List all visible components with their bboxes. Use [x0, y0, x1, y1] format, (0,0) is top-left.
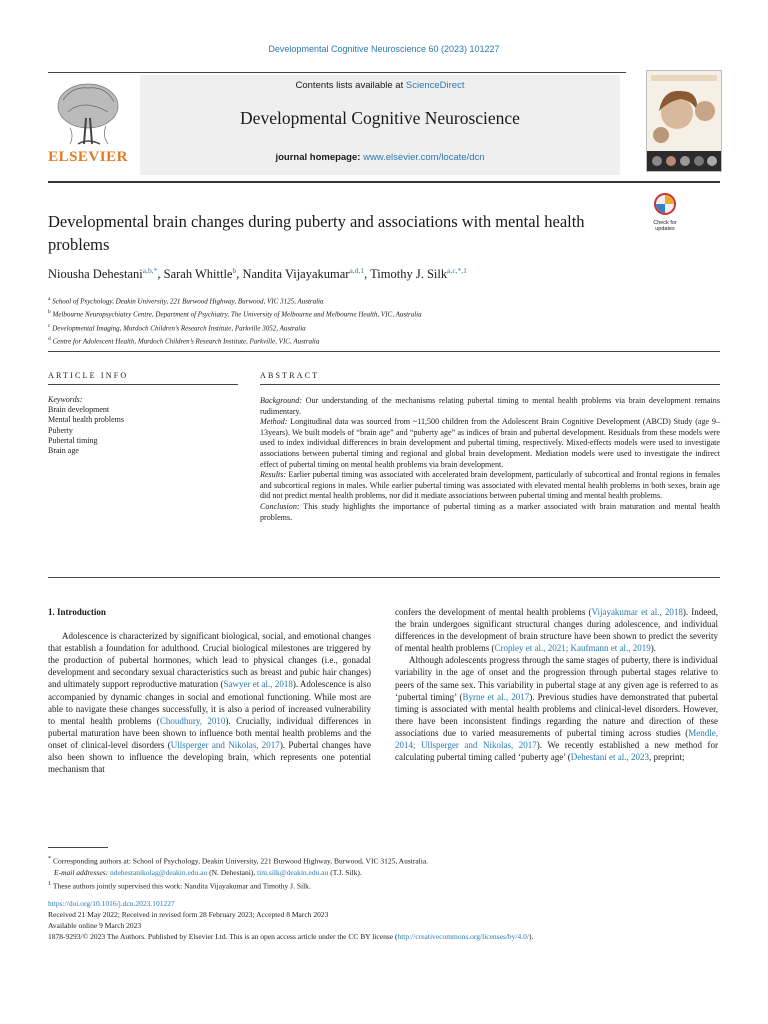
author-affil-marks[interactable]: a,d,1 [349, 266, 365, 275]
contents-lists-line [140, 80, 620, 91]
section-title: 1. Introduction [48, 607, 106, 617]
body-text: ). Adolescence is also accompanied by dynamic changes in social and emotional functioning. While most are able to navigate these changes successfully, it is also a period of increased vulnerability to mental health problems ( [48, 679, 371, 726]
abstract-label: Conclusion: [260, 501, 300, 511]
keyword[interactable]: Brain development [48, 405, 110, 415]
keyword[interactable]: Puberty [48, 425, 73, 435]
body-text: ). [650, 643, 656, 654]
journal-name: Developmental Cognitive Neuroscience [240, 108, 520, 128]
affiliation-text: School of Psychology, Deakin University, 221 Burwood Highway, Burwood, VIC 3125, Australia [52, 297, 324, 306]
body-text: ). Previous studies have demonstrated that pubertal timing is associated with mental health problems and clinical-level disorders. However, there have been inconsistent findings regarding the nature and direction of these associations due to varied measurements of pubertal timing across studies ( [395, 691, 718, 738]
article-metadata [48, 898, 720, 942]
affiliation-mark: a [48, 296, 51, 302]
body-text: ). We recently established a new method for calculating pubertal timing called ‘puberty age’ ( [395, 740, 718, 763]
keywords-block [48, 395, 238, 456]
affiliation-text: Melbourne Neuropsychiatry Centre, Department of Psychiatry, The University of Melbourne and Melbourne Health, VIC, Australia [52, 310, 422, 319]
footnotes [48, 853, 720, 891]
body-column-right [395, 606, 718, 763]
license-text: 1878-9293/© 2023 The Authors. Published by Elsevier Ltd. This is an open access article under the CC BY license ( [48, 932, 398, 941]
keyword[interactable]: Mental health problems [48, 415, 124, 425]
article-title: Developmental brain changes during puberty and associations with mental health problems [48, 212, 585, 254]
footnote-text: Corresponding authors at: School of Psychology, Deakin University, 221 Burwood Highway, Burwood, VIC 3125, Australia. [53, 856, 429, 866]
abstract-text: Our understanding of the mechanisms relating pubertal timing to mental health problems via brain development remains rudimentary. [260, 396, 720, 416]
affiliation-text: Centre for Adolescent Health, Murdoch Children’s Research Institute, Parkville, VIC, Australia [52, 337, 320, 346]
body-paragraph [395, 654, 718, 763]
affiliation [48, 334, 720, 347]
license-link[interactable]: http://creativecommons.org/licenses/by/4.0/ [397, 932, 529, 941]
license-text: ). [528, 932, 534, 941]
sciencedirect-link[interactable]: ScienceDirect [405, 80, 465, 91]
body-text: ). Pubertal changes have also been shown to influence the developing brain, which represents one potential mechanism that [48, 739, 371, 775]
abstract-text: This study highlights the importance of pubertal timing as a marker associated with brain maturation and mental health problems. [260, 501, 720, 522]
reference-link[interactable]: Byrne et al., 2017 [462, 691, 530, 702]
abstract-heading: ABSTRACT [260, 371, 320, 380]
email-owner: (N. Dehestani), [207, 867, 258, 877]
body-text: ). Crucially, individual differences in pubertal maturation have been shown to influence both mental health problems and the onset of clinical-level disorders ( [48, 715, 371, 750]
affiliation [48, 294, 720, 307]
abstract-label: Method: [260, 417, 288, 427]
joint-supervision-note [48, 878, 720, 892]
contents-prefix: Contents lists available at [295, 80, 406, 91]
reference-link[interactable]: Dehestani et al., 2023 [570, 752, 649, 763]
affiliation [48, 321, 720, 334]
author-name[interactable]: Sarah Whittle [163, 267, 233, 282]
article-info-rule [48, 384, 238, 385]
abstract-text: Longitudinal data was sourced from ~11,500 children from the Adolescent Brain Cognitive Development (ABCD) Study (age 9–13years). We built models of “brain age” and “puberty age” as indices of brain and pubertal development. Residuals from these models were used to index individual differences in brain development and pubertal timing, respectively. Mixed-effects models were used to investigate associations between pubertal timing and regional and global brain development. Mediation models were used to investigate the indirect effect of pubertal timing on mental health problems via brain development. [260, 417, 720, 469]
keyword[interactable]: Pubertal timing [48, 435, 98, 445]
abstract-rule [260, 384, 720, 385]
reference-link[interactable]: Cropley et al., 2021; Kaufmann et al., 2019 [494, 643, 651, 654]
received-dates: Received 21 May 2022; Received in revised form 28 February 2023; Accepted 8 March 2023 [48, 910, 329, 919]
homepage-prefix: journal homepage: [275, 152, 364, 163]
license-line [48, 931, 720, 942]
body-paragraph [48, 630, 371, 775]
email-label: E-mail addresses: [54, 867, 109, 877]
title-block-rule [48, 351, 720, 352]
body-text: ). Indeed, the brain undergoes significant structural changes during adolescence, and individual differences in the development of brain structure have been shown to predict the severity of mental health problems ( [395, 607, 719, 654]
affiliation-mark: c [48, 322, 51, 329]
body-text: , preprint; [649, 752, 685, 763]
body-column-left [48, 606, 371, 775]
reference-link[interactable]: Sawyer et al., 2018 [223, 679, 293, 690]
homepage-link[interactable]: www.elsevier.com/locate/dcn [363, 152, 485, 163]
affiliation-mark: b [48, 309, 51, 316]
email-link[interactable]: tim.silk@deakin.edu.au [257, 867, 329, 877]
header-top-rule [48, 72, 626, 73]
reference-link[interactable]: Vijayakumar et al., 2018 [591, 607, 683, 617]
email-owner: (T.J. Silk). [328, 867, 362, 877]
footnote-text: These authors jointly supervised this work: Nandita Vijayakumar and Timothy J. Silk. [52, 881, 311, 890]
author-affil-marks[interactable]: b [232, 266, 237, 275]
citation-link[interactable]: Developmental Cognitive Neuroscience 60 (2023) 101227 [268, 44, 500, 54]
affiliation-text: Developmental Imaging, Murdoch Children’s Research Institute, Parkville 3052, Australia [52, 323, 306, 332]
author-name[interactable]: Niousha Dehestani [48, 267, 143, 282]
abstract-label: Results: [260, 470, 287, 480]
available-online: Available online 9 March 2023 [48, 921, 142, 930]
author-affil-marks[interactable]: a,c,*,1 [447, 266, 467, 275]
header-bottom-rule [48, 181, 720, 183]
article-info-heading: ARTICLE INFO [48, 371, 129, 380]
journal-citation[interactable] [0, 44, 768, 54]
abstract-label: Background: [260, 396, 302, 405]
journal-homepage-line [140, 152, 620, 163]
keywords-label: Keywords: [48, 395, 83, 404]
author-list: Niousha Dehestani$^{a,b,*}$, Sarah Whittle$^b$, Nandita Vijayakumar$^{a,d,1}$, Timothy J. Silk$^{a,c,*,1}$ [48, 266, 467, 282]
author-name[interactable]: Nandita Vijayakumar [242, 267, 350, 282]
body-paragraph [395, 606, 718, 654]
body-text: confers the development of mental health problems ( [395, 607, 592, 617]
reference-link[interactable]: Mendle, 2014; Ullsperger and Nikolas, 2017 [395, 727, 718, 751]
keyword[interactable]: Brain age [48, 446, 79, 456]
doi-link[interactable]: https://doi.org/10.1016/j.dcn.2023.101227 [48, 899, 175, 908]
publisher-wordmark: ELSEVIER [48, 149, 128, 165]
body-text: Although adolescents progress through the same stages of puberty, there is individual variability in the age of onset and the progression through pubertal stages relative to peers of the same sex. This variability in pubertal stage at any given age is referred to as ‘pubertal timing’ ( [395, 655, 718, 702]
email-note [48, 867, 720, 878]
reference-link[interactable]: Choudhury, 2010 [159, 715, 226, 726]
footnote-mark: 1 [48, 879, 52, 887]
crossmark-label: Check for updates [653, 220, 677, 232]
footnote-rule [48, 847, 108, 848]
abstract-bottom-rule [48, 577, 720, 578]
reference-link[interactable]: Ullsperger and Nikolas, 2017 [170, 739, 280, 750]
abstract-body [260, 396, 720, 523]
check-for-updates-badge[interactable] [648, 193, 682, 232]
affiliation-list [48, 294, 720, 347]
abstract-method [260, 417, 720, 470]
body-text: Adolescence is characterized by significant biological, social, and emotional changes that establish a foundation for adulthood. Crucial biological milestones are triggered by the production of pubertal hormones, which lead to physical changes (i.e., gonadal development and secondary sexual characteristics such as breast and pubic hair changes) and ultimately support reproductive maturation ( [48, 631, 371, 690]
crossmark-icon [648, 193, 682, 215]
affiliation [48, 307, 720, 320]
email-link[interactable]: ndehestanikolag@deakin.edu.au [109, 867, 208, 877]
journal-cover-thumbnail[interactable] [646, 70, 722, 172]
affiliation-mark: d [48, 335, 51, 342]
author-affil-marks[interactable]: a,b,* [142, 266, 158, 275]
abstract-text: Earlier pubertal timing was associated with accelerated brain development, particularly of subcortical and frontal regions in females and subcortical regions in males. While earlier pubertal timing was associated with elevated mental health problems in both sexes, brain age did not predict mental health problems, nor did it mediate associations between pubertal timing and mental health problems. [260, 470, 720, 501]
author-name[interactable]: Timothy J. Silk [370, 267, 448, 282]
abstract-results [260, 470, 720, 502]
footnote-mark: * [48, 855, 52, 862]
abstract-conclusion [260, 502, 720, 523]
abstract-background [260, 396, 720, 417]
corresponding-author-note [48, 853, 720, 867]
